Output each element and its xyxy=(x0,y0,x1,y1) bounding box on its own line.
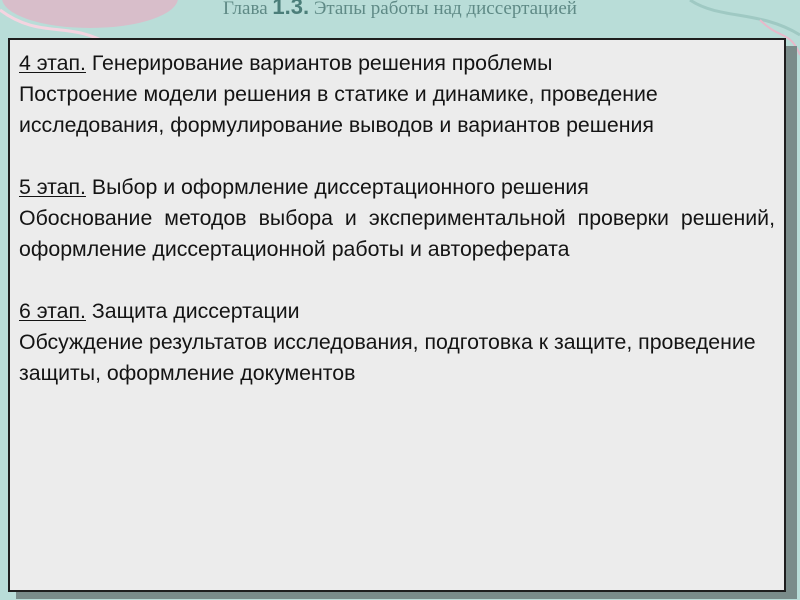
stage-4-label: 4 этап. xyxy=(19,51,86,75)
stage-5-label: 5 этап. xyxy=(19,175,86,199)
stage-5-description: Обоснование методов выбора и экспериментальной проверки решений, оформление диссертационной работы и автореферата xyxy=(19,206,775,261)
title-number: 1.3. xyxy=(272,0,310,19)
stage-4-title: Генерирование вариантов решения проблемы xyxy=(91,51,553,75)
content-panel xyxy=(8,38,786,592)
title-prefix: Глава xyxy=(223,0,268,19)
stage-5-title: Выбор и оформление диссертационного решения xyxy=(91,175,589,199)
stage-6-title: Защита диссертации xyxy=(91,299,300,323)
stage-6 xyxy=(19,296,775,389)
stage-4 xyxy=(19,48,775,141)
title-text: Этапы работы над диссертацией xyxy=(313,0,577,19)
slide-title xyxy=(0,0,800,20)
stages-text xyxy=(19,48,775,389)
stage-6-label: 6 этап. xyxy=(19,299,86,323)
stage-6-description: Обсуждение результатов исследования, подготовка к защите, проведение защиты, оформление документов xyxy=(19,330,756,385)
spacer xyxy=(19,141,775,172)
stage-4-description: Построение модели решения в статике и динамике, проведение исследования, формулирование выводов и вариантов решения xyxy=(19,82,658,137)
spacer xyxy=(19,265,775,296)
stage-5 xyxy=(19,172,775,265)
